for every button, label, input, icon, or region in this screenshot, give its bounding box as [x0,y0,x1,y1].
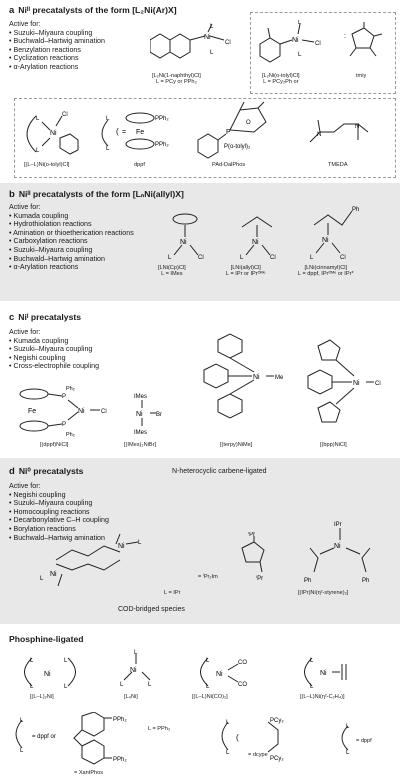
svg-text::: : [344,33,346,40]
ipr2im-caption: = ⁱPr₂Im [198,574,218,580]
svg-text:Ph: Ph [352,207,360,213]
svg-text:IMes: IMes [134,394,148,400]
svg-text:Cl: Cl [62,112,68,118]
caption-text: L = PCy or PPh₃ [156,79,197,86]
list-item: • Suzuki–Miyaura coupling [9,499,109,508]
svg-text:PPh₂: PPh₂ [155,116,169,122]
svg-text:Fe: Fe [136,129,145,136]
naphthyl-structure [150,22,240,72]
allyl-caption [226,265,265,278]
cod-title: COD-bridged species [118,606,185,613]
svg-text:L: L [346,724,350,730]
svg-text:Cl: Cl [270,255,276,261]
caption-text: L = IPr or IPrᴼᴹᵉ [226,271,266,278]
caption-text: L = dppf, IPrᴼᴹᵉ or IPr* [298,271,354,278]
svg-text:Cl: Cl [101,409,107,415]
svg-text:L: L [168,255,172,261]
svg-text:L: L [298,52,302,58]
list-item: • Amination or thioetherication reactions [9,229,149,238]
svg-text:Ni: Ni [253,374,260,381]
svg-text:Ph: Ph [362,578,370,584]
svg-text:L: L [298,20,302,26]
svg-text:L: L [226,750,230,756]
panel-c-active [9,328,99,371]
svg-text:ⁱPr: ⁱPr [256,576,264,582]
svg-text:PCy₂: PCy₂ [270,756,284,762]
tmeda-structure [300,112,380,152]
list-item: • α-Arylation reactions [9,263,149,272]
list-item: • Suzuki–Miyaura coupling [9,246,149,255]
svg-text:L: L [210,24,214,30]
c2h4-caption: [(L–L)Ni(η²-C₂H₄)] [300,694,345,700]
list-item: • Buchwald–Hartwig amination [9,534,109,543]
panel-c-header [9,312,81,323]
cod-bridged-structure [36,530,156,590]
l2ni-caption: [(L–L)₂Ni] [30,694,54,700]
otolyl-structure [258,20,328,66]
svg-text:CO: CO [238,660,247,666]
svg-text:N: N [355,124,360,130]
svg-text:P: P [62,394,67,400]
svg-text:IPr: IPr [334,522,342,528]
panel-a [0,0,400,180]
svg-text:Ni: Ni [320,670,327,677]
svg-text:ⁱPr: ⁱPr [248,532,256,538]
list-item: • Suzuki–Miyaura coupling [9,29,105,38]
svg-text:PPh₂: PPh₂ [155,142,169,148]
svg-text:L: L [36,148,40,154]
svg-text:L: L [206,684,210,690]
otolyl-caption [262,73,300,86]
active-label: Active for: [9,203,41,211]
tmiy-structure [340,20,390,66]
svg-text:Ni: Ni [353,380,360,387]
svg-text:Ni: Ni [334,543,341,550]
svg-text:Ph₂: Ph₂ [66,432,75,438]
svg-text:Ni: Ni [216,671,223,678]
panel-d-header [9,466,83,477]
xantphos-caption: = XantPhos [74,770,104,776]
svg-text:N: N [317,132,322,138]
svg-text:Cl: Cl [198,255,204,261]
panel-d-title: Ni⁰ precatalysts [18,466,84,476]
svg-text:Ni: Ni [322,237,329,244]
svg-text:(: ( [116,127,119,136]
panel-d [0,458,400,624]
svg-text:O: O [246,120,251,126]
panel-b [0,183,400,301]
svg-text:P(o-tolyl)₂: P(o-tolyl)₂ [224,144,251,150]
dcype-structure [218,712,318,768]
svg-text:L: L [64,658,68,664]
panel-b-letter: b [9,189,15,200]
xantphos-structure [12,712,142,774]
imes-nibr-structure [128,390,168,440]
imes-nibr-caption: [(IMes)₂NiBr] [124,442,157,448]
panel-c-letter: c [9,312,15,323]
co2-structure [196,652,256,692]
svg-text:L: L [310,684,314,690]
svg-text:Ph₂: Ph₂ [66,386,75,392]
svg-text:PCy₂: PCy₂ [270,718,284,724]
svg-text:Cl: Cl [340,255,346,261]
svg-text:L: L [106,146,110,152]
panel-a-letter: a [9,5,15,16]
svg-text:Br: Br [156,412,162,418]
ipr2im-structure [216,532,286,588]
dppf-caption: dppf [134,162,145,168]
svg-text:=: = [122,129,127,136]
active-label: Active for: [9,482,41,490]
svg-text:CO: CO [238,682,247,688]
svg-text:Ni: Ni [204,34,211,41]
list-item: • Negishi coupling [9,354,99,363]
caption-text: [LNi(allyl)Cl] [230,265,261,271]
lipr-caption: L = IPr [164,590,181,596]
bpp-caption: [(bpp)NiCl] [320,442,347,448]
svg-text:Fe: Fe [28,408,37,415]
list-item: • α-Arylation reactions [9,63,105,72]
paddalphos-caption: PAd-DalPhos [212,162,246,168]
dcype-caption: = dcype [248,752,268,758]
svg-text:L: L [138,540,142,546]
tmiy-caption: tmiy [356,73,367,79]
panel-b-title: Niᴵᴵ precatalysts of the form [LₙNi(allyl)X] [18,189,184,199]
panel-a-header [9,5,177,16]
svg-text:Ni: Ni [130,667,137,674]
bpp-structure [296,336,396,440]
svg-text:L: L [310,658,314,664]
svg-text:L: L [120,682,124,688]
svg-text:Ph: Ph [304,578,312,584]
l4ni-caption: [L₄Ni] [124,694,138,700]
svg-text:Ni: Ni [136,411,143,418]
panel-c [0,304,400,454]
paddalphos-structure [194,100,284,160]
l2ni-structure [20,652,80,692]
caption-text: [LNi(cinnamyl)Cl] [304,265,348,271]
panel-b-header [9,189,184,200]
svg-text:L: L [134,650,138,656]
svg-text:Cl: Cl [375,381,381,387]
svg-text:L: L [240,255,244,261]
svg-text:L: L [20,748,24,754]
tmeda-caption: TMEDA [328,162,348,168]
svg-text:L: L [346,750,350,756]
panel-c-title: Niᴵ precatalysts [18,312,81,322]
list-item: • Cross-electrophile coupling [9,362,99,371]
cinnamyl-caption [298,265,354,278]
dppf-l-structure [338,720,358,760]
svg-text:Ni: Ni [292,37,299,44]
svg-text:L: L [40,576,44,582]
dppf-l-caption: = dppf [356,738,372,744]
dppf-or-label: = dppf or [32,734,56,740]
svg-text:Ni: Ni [50,571,57,578]
cp-caption [158,265,186,278]
panel-phosphine [0,628,400,784]
panel-b-active [9,203,149,272]
styrene-caption: [(IPr)Ni(η²-styrene)₂] [298,590,349,596]
list-item: • Benzylation reactions [9,46,105,55]
styrene-structure [290,518,390,588]
list-item: • Kumada coupling [9,337,99,346]
l4ni-structure [118,648,162,692]
active-label: Active for: [9,328,41,336]
cinnamyl-structure [306,199,376,261]
caption-text: [L₂Ni(o-tolyl)Cl] [262,73,300,79]
svg-text:L: L [106,116,110,122]
dppf-structure [100,106,180,158]
list-item: • Carboxylation reactions [9,237,149,246]
svg-text:P: P [226,129,231,136]
svg-text:L: L [64,684,68,690]
co2-caption: [(L–L)Ni(CO)₂] [192,694,228,700]
svg-text:Ni: Ni [50,130,57,137]
svg-text:Ni: Ni [252,239,259,246]
svg-text:L: L [310,255,314,261]
active-label: Active for: [9,20,41,28]
list-item: • Homocoupling reactions [9,508,109,517]
svg-text:Cl: Cl [315,41,321,47]
list-item: • Negishi coupling [9,491,109,500]
svg-text:L: L [20,718,24,724]
dppf-nicl-caption: [(dppf)NiCl] [40,442,69,448]
list-item: • Hydrothiolation reactions [9,220,149,229]
dppf-nicl-structure [12,382,112,438]
pph3-caption: L = PPh₃ [148,726,171,732]
nhc-title: N-heterocyclic carbene-ligated [172,468,267,475]
list-item: • Decarbonylative C–H coupling [9,516,109,525]
svg-text:Ni: Ni [118,543,125,550]
svg-text:(: ( [236,733,239,742]
terpy-structure [196,330,296,440]
phosphine-title: Phosphine-ligated [9,634,84,644]
caption-text: L = PCy₂Ph or [263,79,299,86]
svg-text:L: L [206,658,210,664]
list-item: • Suzuki–Miyaura coupling [9,345,99,354]
svg-text:L: L [30,684,34,690]
allyl-structure [232,211,282,261]
svg-text:L: L [148,682,152,688]
list-item: • Kumada coupling [9,212,149,221]
svg-text:L: L [36,116,40,122]
svg-text:L: L [210,50,214,56]
panel-a-active [9,20,105,72]
svg-text:L: L [30,658,34,664]
list-item: • Cyclization reactions [9,54,105,63]
svg-text:Ni: Ni [180,239,187,246]
svg-text:IMes: IMes [134,430,148,436]
caption-text: L = IMes [161,271,183,278]
list-item: • Buchwald–Hartwig amination [9,37,105,46]
naphthyl-caption [152,73,201,86]
svg-text:Ni: Ni [78,408,85,415]
caption-text: [LNi(Cp)Cl] [158,265,186,271]
panel-a-title: Niᴵᴵ precatalysts of the form [L₂Ni(Ar)X] [18,5,177,15]
c2h4-structure [300,652,360,692]
svg-text:PPh₂: PPh₂ [113,757,127,763]
cp-structure [160,211,210,261]
panel-d-letter: d [9,466,15,477]
caption-text: [L₂Ni(1-naphthyl)Cl] [152,73,201,79]
list-item: • Borylation reactions [9,525,109,534]
svg-text:Me: Me [275,375,284,381]
llni-caption: [(L–L)Ni(o-tolyl)Cl] [24,162,70,168]
svg-text:PPh₂: PPh₂ [113,717,127,723]
svg-text:Ni: Ni [44,671,51,678]
svg-text:P: P [62,422,67,428]
svg-text:Cl: Cl [225,40,231,46]
svg-text:L: L [226,720,230,726]
list-item: • Buchwald–Hartwig amination [9,255,149,264]
llni-structure [22,108,86,158]
terpy-caption: [(terpy)NiMe] [220,442,253,448]
